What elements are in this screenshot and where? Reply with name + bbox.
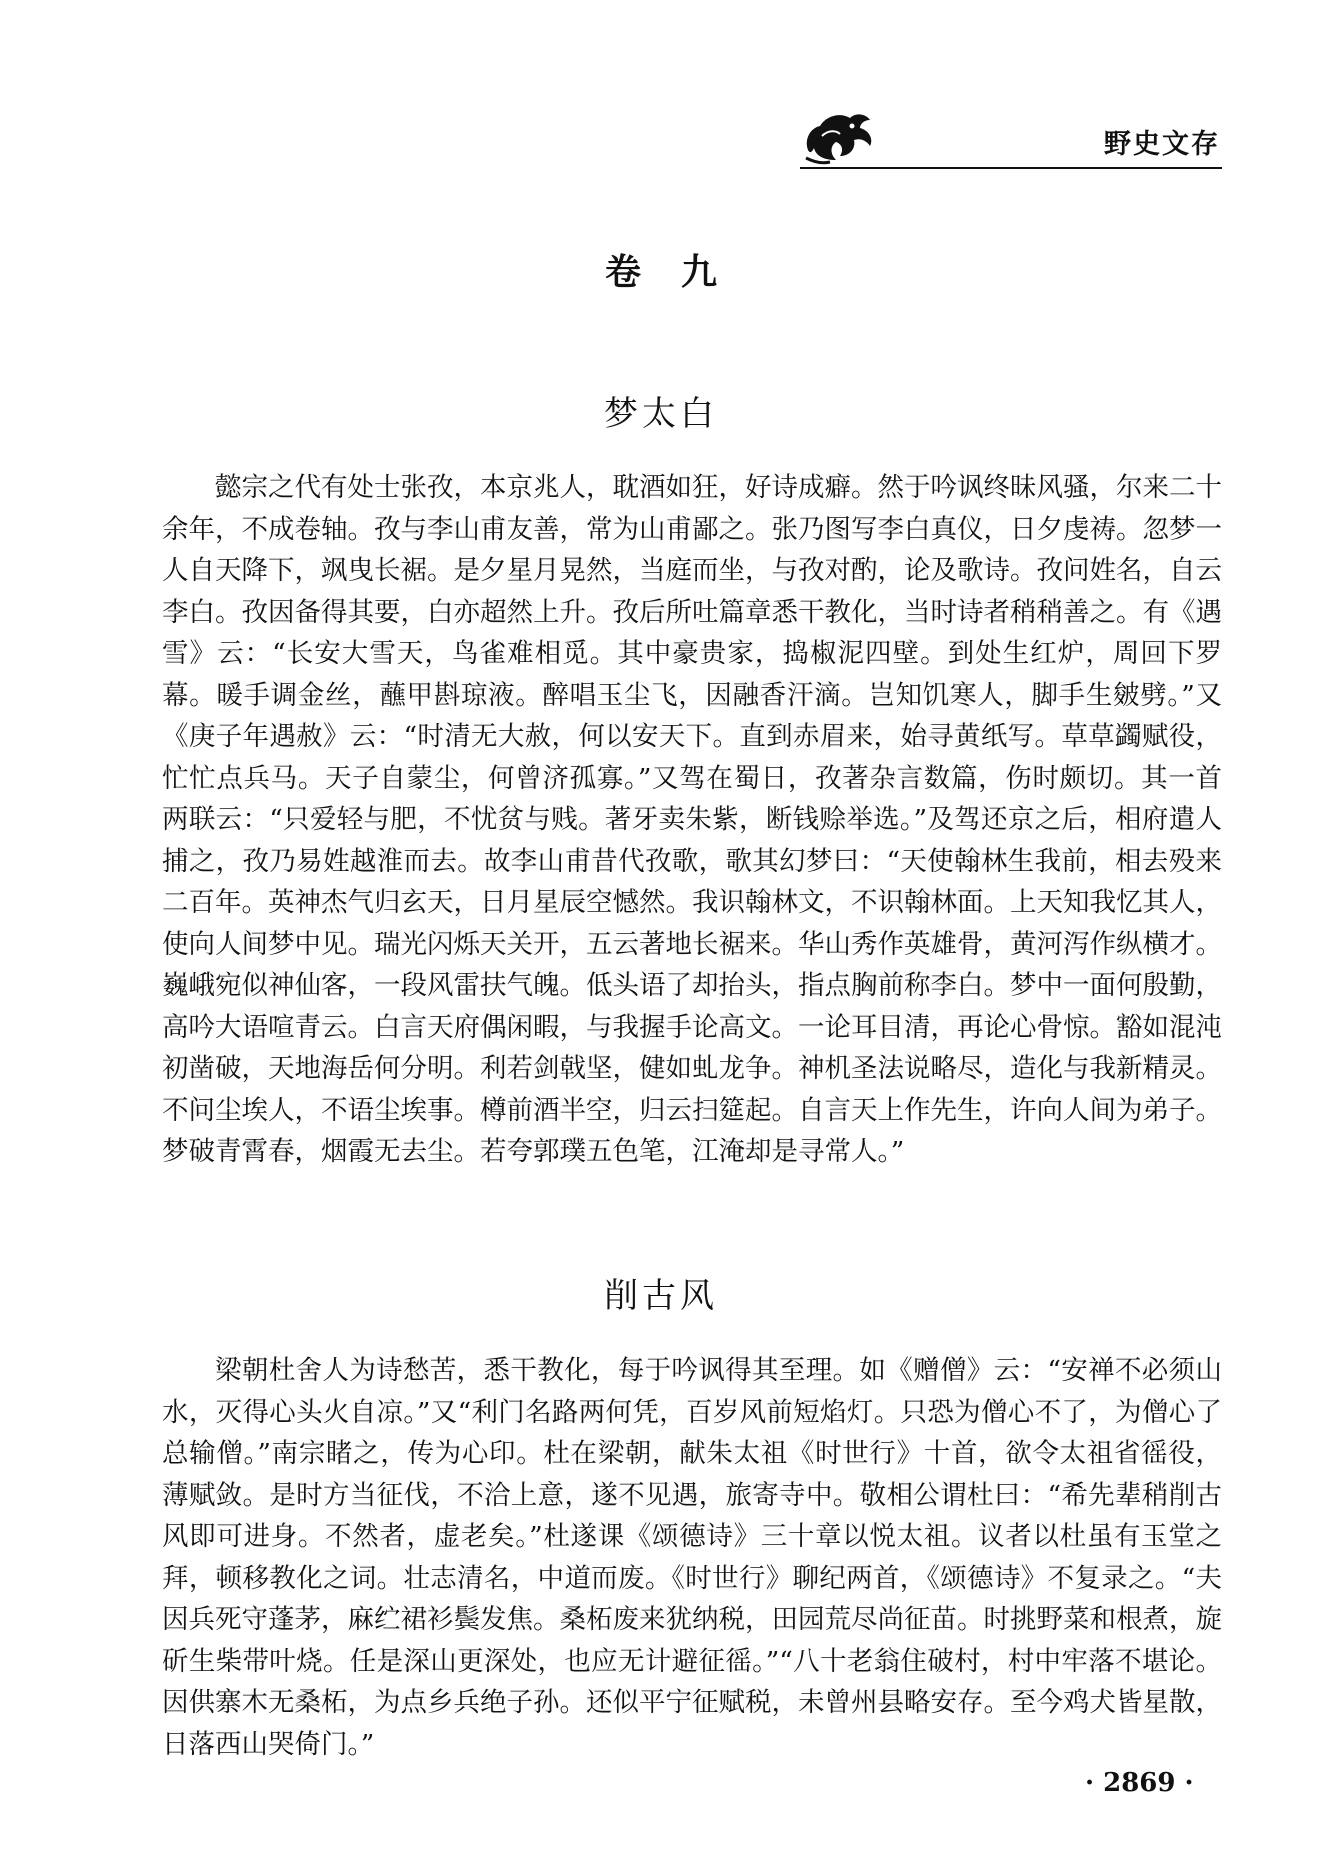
series-title: 野史文存 [1104,129,1220,160]
section-body: 梁朝杜舍人为诗愁苦，悉干教化，每于吟讽得其至理。如《赠僧》云：“安禅不必须山水，灭得心头火自凉。”又“利门名路两何凭，百岁风前短焰灯。只恐为僧心不了，为僧心了总输僧。”南宗睹之，传为心印。杜在梁朝，献朱太祖《时世行》十首，欲令太祖省徭役，薄赋敛。是时方当征伐，不洽上意，遂不见遇，旅寄寺中。敬相公谓杜曰：“希先辈稍削古风即可进身。不然者，虚老矣。”杜遂课《颂德诗》三十章以悦太祖。议者以杜虽有玉堂之拜，顿移教化之词。壮志清名，中道而废。《时世行》聊纪两首，《颂德诗》不复录之。“夫因兵死守蓬茅，麻纻裙衫鬓发焦。桑柘废来犹纳税，田园荒尽尚征苗。时挑野菜和根煮，旋斫生柴带叶烧。任是深山更深处，也应无计避征徭。”“八十老翁住破村，村中牢落不堪论。因供寨木无桑柘，为点乡兵绝子孙。还似平宁征赋税，未曾州县略安存。至今鸡犬皆星散，日落西山哭倚门。” [162,1355,1222,1760]
section-title: 梦太白 [604,394,718,434]
header-rule [800,167,1222,169]
section-body: 懿宗之代有处士张孜，本京兆人，耽酒如狂，好诗成癖。然于吟讽终昧风骚，尔来二十余年，不成卷轴。孜与李山甫友善，常为山甫鄙之。张乃图写李白真仪，日夕虔祷。忽梦一人自天降下，飒曳长裾。是夕星月晃然，当庭而坐，与孜对酌，论及歌诗。孜问姓名，自云李白。孜因备得其要，白亦超然上升。孜后所吐篇章悉干教化，当时诗者稍稍善之。有《遇雪》云：“长安大雪天，鸟雀难相觅。其中豪贵家，捣椒泥四壁。到处生红炉，周回下罗幕。暖手调金丝，蘸甲斟琼液。醉唱玉尘飞，因融香汗滴。岂知饥寒人，脚手生皴劈。”又《庚子年遇赦》云：“时清无大赦，何以安天下。直到赤眉来，始寻黄纸写。草草蠲赋役，忙忙点兵马。天子自蒙尘，何曾济孤寡。”又驾在蜀日，孜著杂言数篇，伤时颇切。其一首两联云：“只爱轻与肥，不忧贫与贱。著牙卖朱紫，断钱赊举选。”及驾还京之后，相府遣人捕之，孜乃易姓越淮而去。故李山甫昔代孜歌，歌其幻梦曰：“天使翰林生我前，相去殁来二百年。英神杰气归玄天，日月星辰空憾然。我识翰林文，不识翰林面。上天知我忆其人，使向人间梦中见。瑞光闪烁天关开，五云著地长裾来。华山秀作英雄骨，黄河泻作纵横才。巍峨宛似神仙客，一段风雷扶气魄。低头语了却抬头，指点胸前称李白。梦中一面何殷勤，高吟大语喧青云。白言天府偶闲暇，与我握手论高文。一论耳目清，再论心骨惊。豁如混沌初凿破，天地海岳何分明。利若剑戟坚，健如虬龙争。神机圣法说略尽，造化与我新精灵。不问尘埃人，不语尘埃事。樽前酒半空，归云扫筵起。自言天上作先生，许向人间为弟子。梦破青霄春，烟霞无去尘。若夸郭璞五色笔，江淹却是寻常人。” [162,472,1222,1167]
dragon-emblem-icon [800,106,878,166]
section-title: 削古风 [604,1276,718,1316]
chapter-title: 卷九 [604,252,757,293]
page-header [800,100,1220,172]
page-number: · 2869 · [1085,1768,1194,1798]
